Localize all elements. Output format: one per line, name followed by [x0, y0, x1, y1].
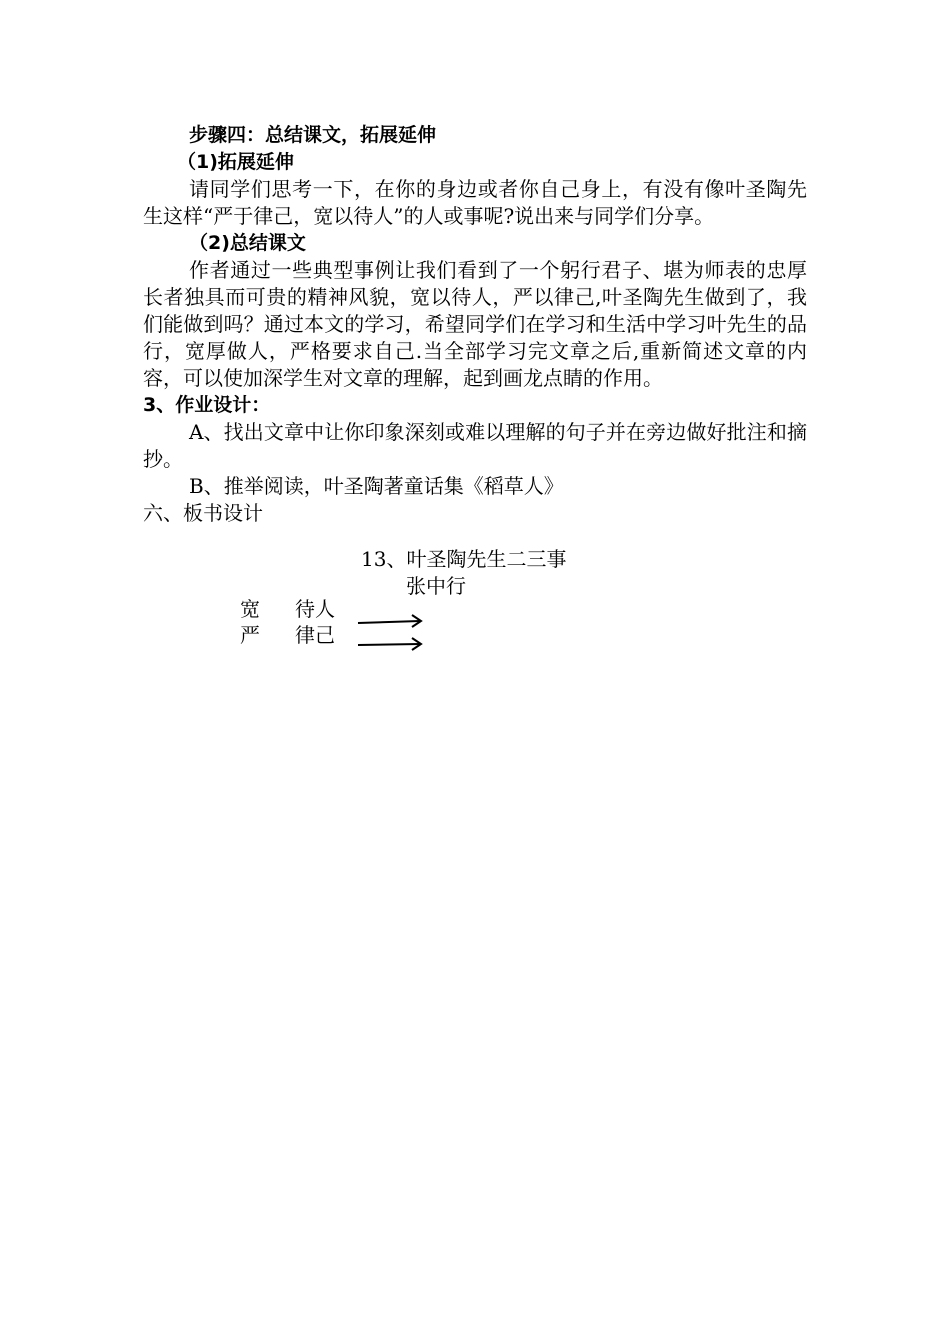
board-row1-left: 宽	[240, 597, 260, 621]
board-title: 13、叶圣陶先生二三事	[361, 547, 567, 571]
board-row2-left: 严	[240, 623, 260, 647]
arrow-right-icon	[356, 637, 424, 651]
sub1-heading: （1)拓展延伸	[177, 151, 294, 173]
board-heading: 六、板书设计	[143, 501, 263, 525]
homework-heading: 3、作业设计：	[143, 394, 271, 416]
step4-heading: 步骤四：总结课文，拓展延伸	[189, 124, 437, 146]
sub2-heading: （2)总结课文	[189, 232, 306, 254]
board-row1-right: 待人	[295, 597, 335, 621]
homework-item-a: A、找出文章中让你印象深刻或难以理解的句子并在旁边做好批注和摘抄。	[143, 420, 807, 471]
board-author: 张中行	[406, 574, 466, 598]
sub2-paragraph: 作者通过一些典型事例让我们看到了一个躬行君子、堪为师表的忠厚长者独具而可贵的精神风貌，宽以待人，严以律己,叶圣陶先生做到了，我们能做到吗？通过本文的学习，希望同学们在学习和生活中学习叶先生的品行，宽厚做人，严格要求自己.当全部学习完文章之后,重新简述文章的内容，可以使加深学生对文章的理解，起到画龙点睛的作用。	[143, 258, 807, 390]
document-body	[143, 122, 807, 527]
homework-item-b: B、推举阅读，叶圣陶著童话集《稻草人》	[189, 474, 564, 498]
arrow-right-icon	[356, 614, 424, 628]
sub1-paragraph: 请同学们思考一下，在你的身边或者你自己身上，有没有像叶圣陶先生这样“严于律己，宽以待人”的人或事呢?说出来与同学们分享。	[143, 177, 807, 228]
board-design	[143, 546, 807, 666]
board-row2-right: 律己	[295, 623, 335, 647]
